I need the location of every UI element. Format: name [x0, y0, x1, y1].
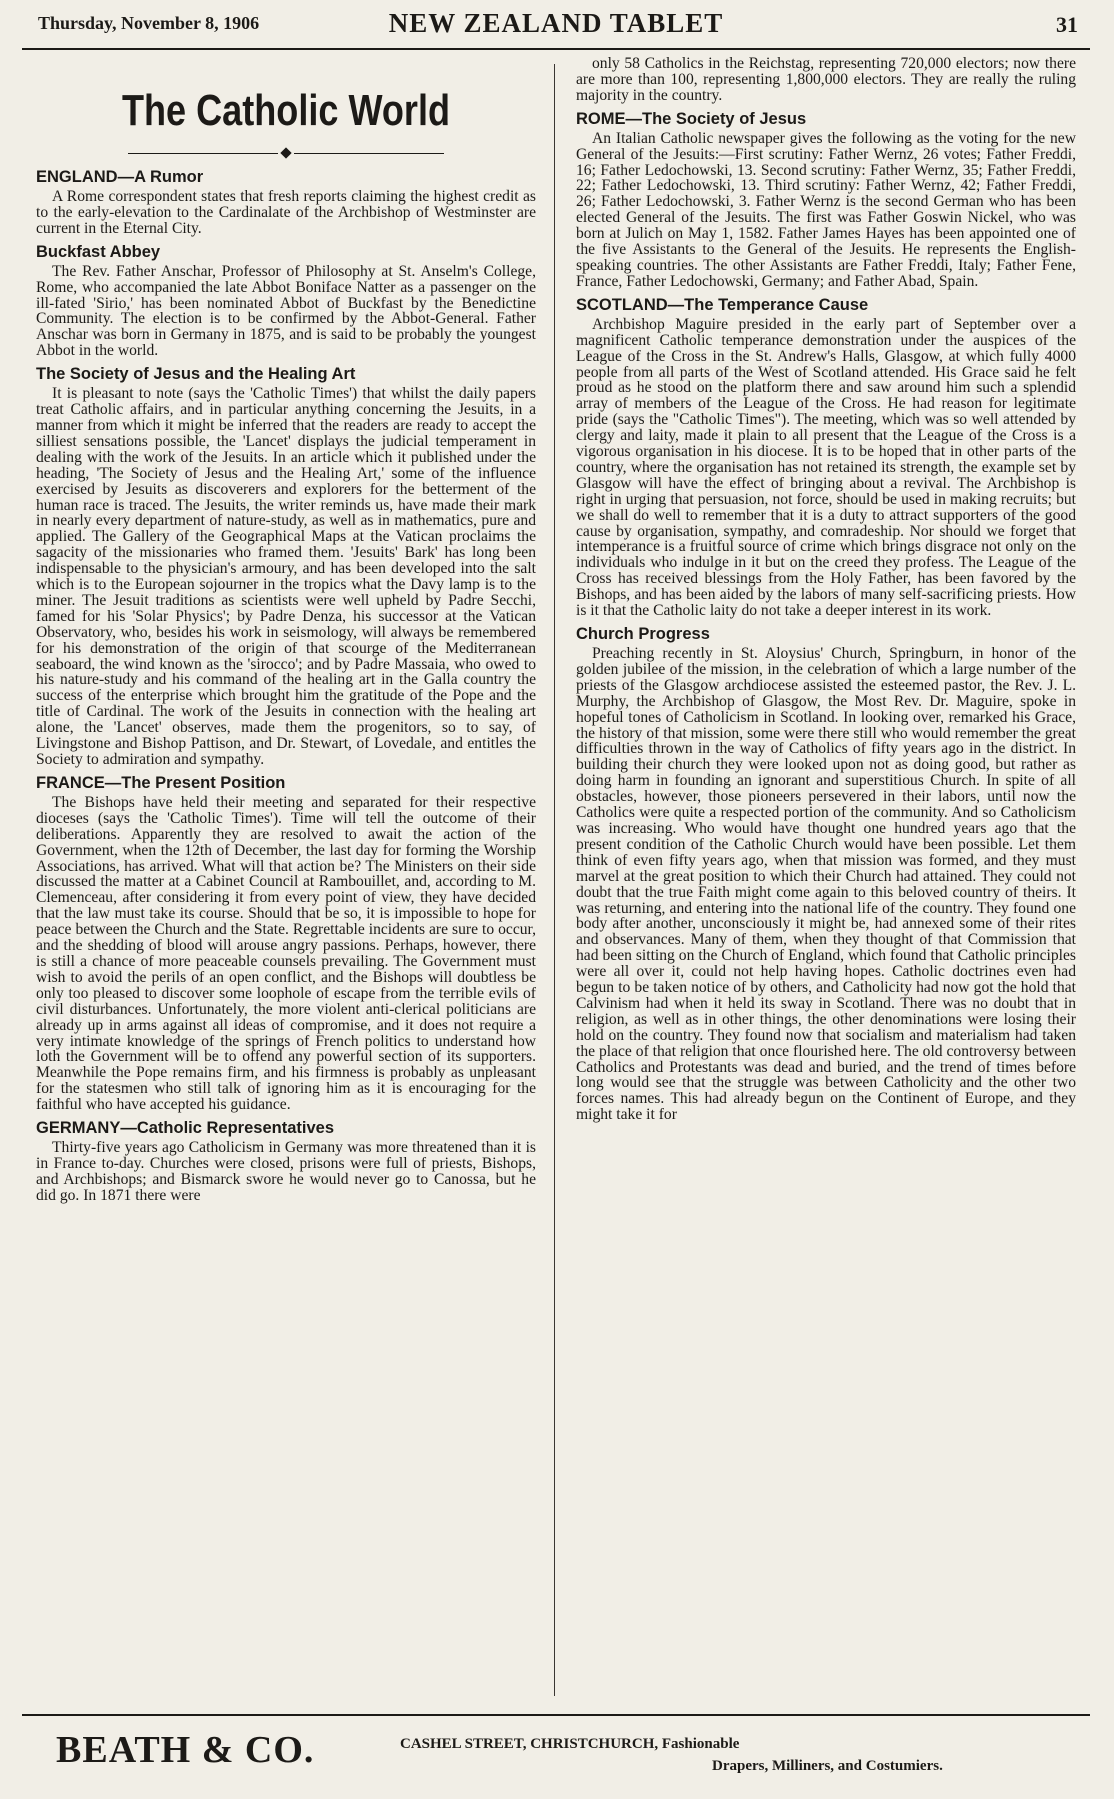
article-heading-scotland: SCOTLAND—The Temperance Cause	[576, 295, 869, 314]
article-body-france: The Bishops have held their meeting and separated for their respective dioceses (says the 'Catholic Times'). Time will tell the outcome of their deliberations. Apparently they are resolved to await the action of the Government, when the 12th of December, the last day for forming the Worship Associations, has arrived. What will that action be? The Ministers on their side discussed the matter at a Cabinet Council at Rambouillet, and, according to M. Clemenceau, after considering it from every point of view, they have decided that the law must take its course. Should that be so, it is impossible to hope for peace between the Church and the State. Regrettable incidents are sure to occur, and the shedding of blood will arouse angry passions. Perhaps, however, there is still a chance of more peaceable counsels prevailing. The Government must wish to avoid the perils of an open conflict, and the Bishops will doubtless be only too pleased to discover some loophole of escape from the terrible evils of civil disturbances. Unfortunately, the more violent anti-clerical politicians are already up in arms against all ideas of compromise, and it does not require a very intimate knowledge of the springs of French politics to understand how loth the Government will be to offend any powerful section of its supporters. Meanwhile the Pope remains firm, and his firmness is probably as unpleasant for the statesmen who still talk of ignoring him as it is encouraging for the faithful who have accepted his guidance.	[36, 793, 536, 1114]
masthead	[22, 8, 1090, 50]
issue-date: Thursday, November 8, 1906	[38, 13, 260, 33]
article-body-jesuits-healing: It is pleasant to note (says the 'Catholic Times') that whilst the daily papers treat Catholic affairs, and in particular anything concerning the Jesuits, in a manner from which it might be inferred that the readers are ready to accept the silliest sensations possible, the 'Lancet' displays the judicial temperament in dealing with the work of the Jesuits. In an article which it published under the heading, 'The Society of Jesus and the Healing Art,' some of the influence exercised by Jesuits as discoverers and explorers for the betterment of the human race is traced. The Jesuits, the writer reminds us, have made their mark in nearly every department of nature-study, as well as in mathematics, pure and applied. The Gallery of the Geographical Maps at the Vatican proclaims the sagacity of the missionaries who framed them. 'Jesuits' Bark' has long been indispensable to the physician's armoury, and has been developed into the salt which is to the European sojourner in the tropics what the Davy lamp is to the miner. The Jesuit traditions as scientists were well upheld by Padre Secchi, famed for his 'Solar Physics'; by Padre Denza, his successor at the Vatican Observatory, who, besides his work in seismology, will always be remembered for his demonstration of the origin of that scourge of the Mediterranean seaboard, the wind known as the 'sirocco'; and by Padre Massaia, who owed to his nature-study and his command of the healing art in the Galla country the success of the enterprise which brought him the gratitude of the Pope and the title of Cardinal. The work of the Jesuits in connection with the healing art alone, the 'Lancet' observes, made them the progenitors, so to say, of Livingstone and Bishop Pattison, and Dr. Stewart, of Lovedale, and entitles the Society to admiration and sympathy.	[36, 385, 536, 768]
newspaper-page	[22, 8, 1090, 1788]
article-body-church-progress: Preaching recently in St. Aloysius' Church, Springburn, in honor of the golden jubilee of the mission, in the celebration of which a large number of the priests of the Glasgow archdiocese assisted the esteemed pastor, the Rev. J. L. Murphy, the Archbishop of Glasgow, the Most Rev. Dr. Maguire, spoke in hopeful tones of Catholicism in Scotland. In looking over, remarked his Grace, the history of that mission, some were there still who would remember the great difficulties thrown in the way of Catholics of fifty years ago in the district. In building their church they were looked upon not as doing good, but rather as doing harm in founding an ignorant and superstitious Church. In spite of all obstacles, however, those pioneers persevered in their labors, until now the Catholics were quite a respected portion of the community. And so Catholicism was increasing. Who would have thought one hundred years ago that the present condition of the Catholic Church would have been possible. Let them think of even fifty years ago, when that mission was formed, and they must marvel at the great position to which their Church had attained. They could not doubt that the true Faith might come again to this beloved country of theirs. It was returning, and entering into the national life of the country. They found one body after another, unconsciously it might be, had annexed some of their rites and observances. Many of them, when they thought of that Commission that had been sitting on the Church of England, which found that Catholic principles were all over it, could not help having hopes. Catholic doctrines even had begun to be taken notice of by others, and Catholicity had now got the hold that Calvinism had when it held its sway in Scotland. There was no doubt that in religion, as well as in other things, the other denominations were losing their hold on the country. They found now that socialism and materialism had taken the place of that religion that once flourished here. The old controversy between Catholics and Protestants was dead and buried, and the trend of times before long would see that the struggle was between Catholicity and the other two forces names. This had already begun on the Continent of Europe, and they might take it for	[576, 645, 1076, 1124]
article-body-buckfast: The Rev. Father Anschar, Professor of Philosophy at St. Anselm's College, Rome, who accompanied the late Abbot Boniface Natter as a passenger on the ill-fated 'Sirio,' has been nominated Abbot of Buckfast by the Benedictine Community. The election is to be confirmed by the Abbot-General. Father Anschar was born in Germany in 1875, and is said to be probably the youngest Abbot in the world.	[36, 262, 536, 360]
article-body-scotland: Archbishop Maguire presided in the early part of September over a magnificent Catholic temperance demonstration under the auspices of the League of the Cross in the St. Andrew's Halls, Glasgow, at which fully 4000 people from all parts of the West of Scotland attended. His Grace said he felt proud as he stood on the platform there and saw around him such a splendid array of members of the League of the Cross. He had reason for legitimate pride (says the "Catholic Times"). The meeting, which was so well attended by clergy and laity, made it plain to all present that the League of the Cross is a vigorous organisation in his diocese. It is to be hoped that in other parts of the country, where the organisation has not retained its strength, the example set by Glasgow will have the effect of bringing about a revival. The Archbishop is right in urging that persuasion, not force, should be used in making recruits; but we shall do well to remember that it is a duty to attract supporters of the good cause by organisation, sympathy, and comradeship. Nor should we forget that intemperance is a fruitful source of crime which brings disgrace not only on the individuals who indulge in it but on the creed they profess. The League of the Cross has received blessings from the Holy Father, has been favored by the Bishops, and has been aided by the labors of many self-sacrificing priests. How is it that the Catholic laity do not take a deeper interest in its work.	[576, 315, 1076, 620]
left-column	[36, 56, 536, 1696]
section-title: The Catholic World	[121, 86, 451, 135]
advertiser-address: CASHEL STREET, CHRISTCHURCH, Fashionable	[400, 1736, 740, 1752]
advertiser-name: BEATH & CO.	[56, 1729, 315, 1771]
article-heading-rome: ROME—The Society of Jesus	[576, 109, 807, 128]
article-body-germany: Thirty-five years ago Catholicism in Germany was more threatened than it is in France to-day. Churches were closed, prisons were full of priests, Bishops, and Archbishops; and Bismarck swore he would never go to Canossa, but he did go. In 1871 there were	[36, 1139, 536, 1204]
article-heading-france: FRANCE—The Present Position	[36, 773, 286, 792]
article-body-england: A Rome correspondent states that fresh reports claiming the highest credit as to the early-elevation to the Cardinalate of the Archbishop of Westminster are current in the Eternal City.	[36, 188, 536, 237]
title-ornament	[36, 144, 536, 154]
article-heading-germany: GERMANY—Catholic Representatives	[36, 1119, 334, 1138]
page-number: 31	[1056, 12, 1078, 37]
right-column	[576, 56, 1076, 1696]
newspaper-title: NEW ZEALAND TABLET	[388, 8, 724, 38]
advertiser-tagline: Drapers, Milliners, and Costumiers.	[712, 1758, 943, 1774]
advertisement-footer	[22, 1714, 1090, 1786]
article-body-rome: An Italian Catholic newspaper gives the following as the voting for the new General of the Jesuits:—First scrutiny: Father Wernz, 26 votes; Father Freddi, 16; Father Ledochowski, 13. Second scrutiny: Father Wernz, 35; Father Freddi, 22; Father Ledochowski, 13. Third scrutiny: Father Wernz, 42; Father Freddi, 26; Father Ledochowski, 3. Father Wernz is the second German who has been elected General of the Jesuits. The first was Father Goswin Nickel, who was born at Julich on May 1, 1582. Father James Hayes has been appointed one of the five Assistants to the General of the Jesuits. He represents the English-speaking countries. The other Assistants are Father Freddi, Italy; Father Fene, France, Father Ledochowski, Germany; and Father Abad, Spain.	[576, 129, 1076, 290]
article-heading-england: ENGLAND—A Rumor	[36, 168, 204, 186]
article-heading-jesuits-healing: The Society of Jesus and the Healing Art	[36, 365, 356, 384]
article-heading-buckfast: Buckfast Abbey	[36, 242, 161, 261]
article-body-germany-continued: only 58 Catholics in the Reichstag, representing 720,000 electors; now there are more than 100, representing 1,800,000 electors. They are really the ruling majority in the country.	[576, 56, 1076, 104]
article-heading-church-progress: Church Progress	[576, 625, 710, 643]
column-rule	[554, 64, 555, 1696]
